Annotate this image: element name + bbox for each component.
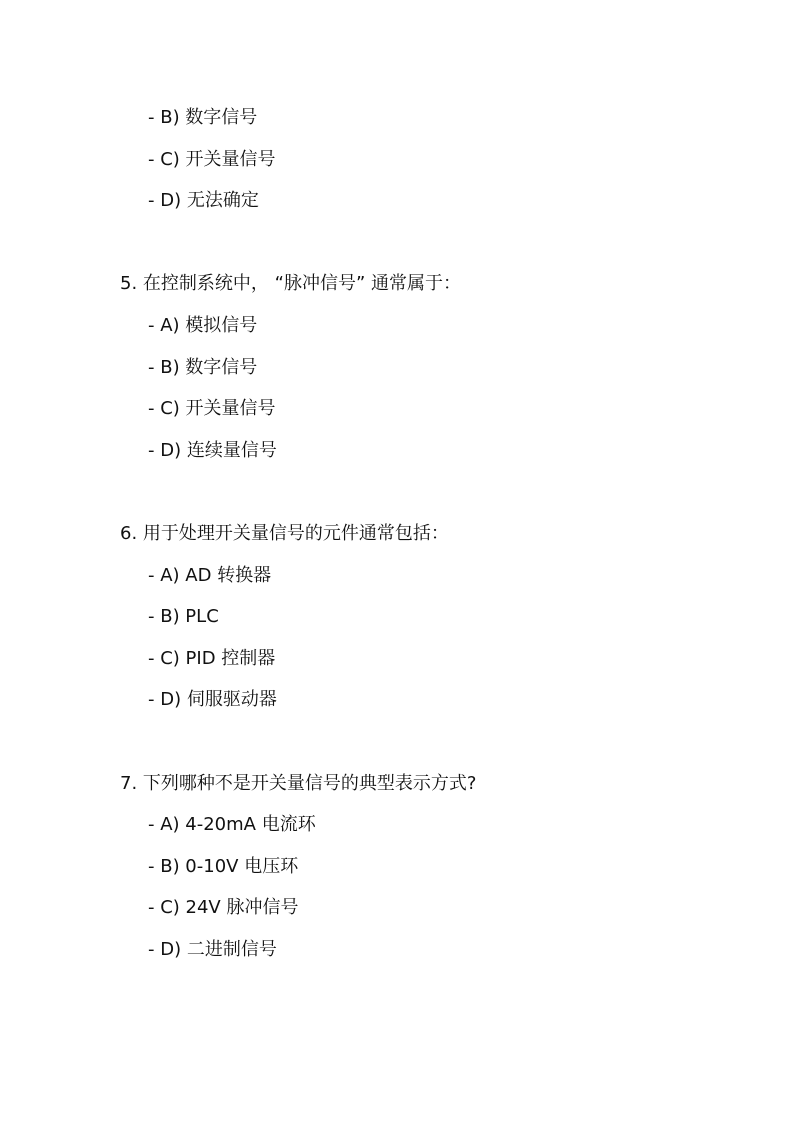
option-b-q5: - B) 数字信号 [148, 357, 258, 378]
option-b-q4: - B) 数字信号 [148, 107, 258, 128]
option-b-q6: - B) PLC [148, 606, 219, 627]
option-a-q6: - A) AD 转换器 [148, 565, 272, 586]
option-d-q5: - D) 连续量信号 [148, 440, 277, 461]
option-d-q4: - D) 无法确定 [148, 190, 259, 211]
option-c-q5: - C) 开关量信号 [148, 398, 276, 419]
question-7: 7. 下列哪种不是开关量信号的典型表示方式? [120, 773, 477, 794]
question-5: 5. 在控制系统中， “脉冲信号” 通常属于： [120, 273, 461, 294]
option-d-q7: - D) 二进制信号 [148, 939, 277, 960]
option-c-q6: - C) PID 控制器 [148, 648, 276, 669]
option-c-q7: - C) 24V 脉冲信号 [148, 897, 299, 918]
question-6: 6. 用于处理开关量信号的元件通常包括： [120, 523, 449, 544]
option-a-q7: - A) 4-20mA 电流环 [148, 814, 316, 835]
option-a-q5: - A) 模拟信号 [148, 315, 258, 336]
option-b-q7: - B) 0-10V 电压环 [148, 856, 299, 877]
option-c-q4: - C) 开关量信号 [148, 149, 276, 170]
option-d-q6: - D) 伺服驱动器 [148, 689, 277, 710]
